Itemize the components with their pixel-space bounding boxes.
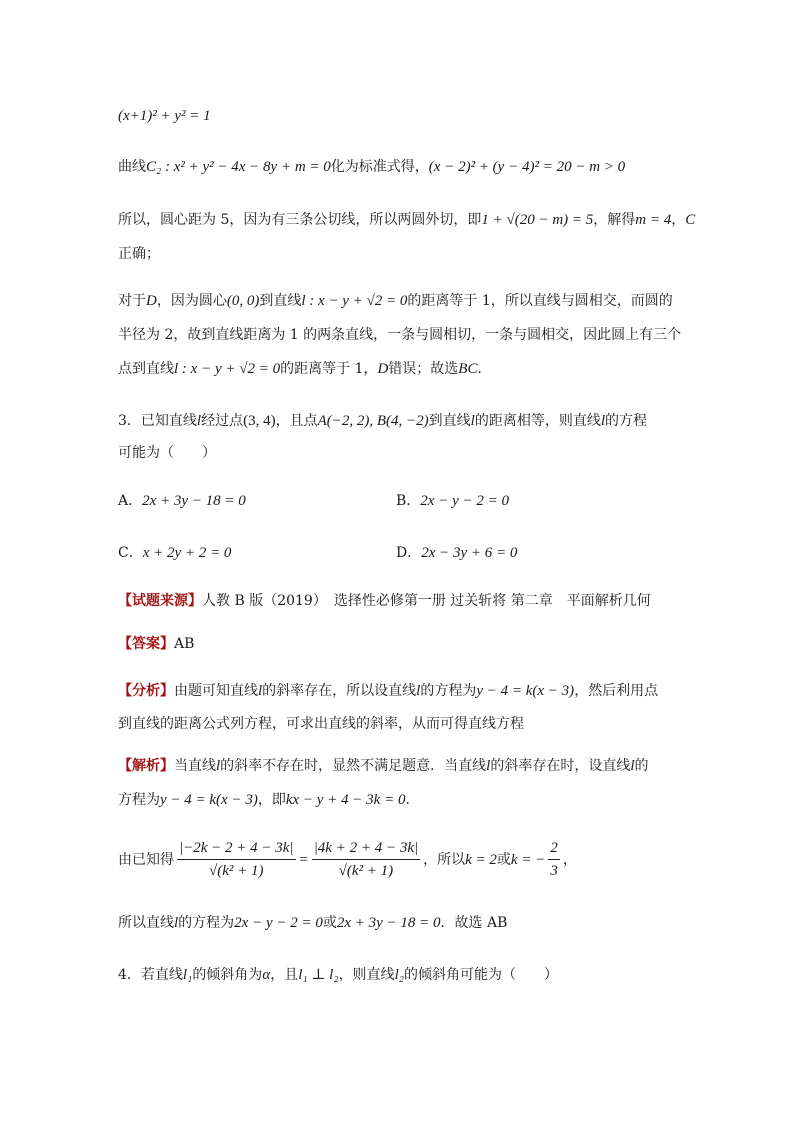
math-expr: l xyxy=(600,413,605,429)
math-expr: l xyxy=(196,413,202,429)
text: 4．若直线 xyxy=(118,967,183,983)
math-expr: x + 2y + 2 = 0 xyxy=(142,545,232,561)
text: ． xyxy=(405,792,420,808)
text: 或 xyxy=(496,851,511,868)
text: ． xyxy=(477,361,492,377)
math-expr: l xyxy=(216,758,221,774)
math-expr: 2x + 3y − 18 = 0 xyxy=(336,915,441,931)
math-expr: 2x + 3y − 18 = 0 xyxy=(142,493,246,509)
text: 的斜率存在，所以设直线 xyxy=(262,683,417,699)
text: 的斜率不存在时，显然不满足题意．当直线 xyxy=(220,758,487,774)
math-expr: C xyxy=(685,212,696,228)
text: ，且点 xyxy=(275,413,318,429)
text: ，所以 xyxy=(423,851,466,868)
math-expr: D xyxy=(146,293,157,309)
question-3-stem xyxy=(118,410,647,432)
fraction-numerator: |−2k − 2 + 4 − 3k| xyxy=(177,838,296,860)
math-expr: l xyxy=(416,683,421,699)
text: 正确； xyxy=(118,246,160,262)
fraction-two-thirds xyxy=(548,838,560,881)
text: ， xyxy=(671,212,686,228)
math-expr: l xyxy=(174,915,179,931)
text: 化为标准式得， xyxy=(330,159,429,175)
math-expr: 1 + √(20 − m) = 5 xyxy=(481,212,594,228)
math-expr: l : x − y + √2 = 0 xyxy=(174,361,281,377)
text: ，然后利用点 xyxy=(574,683,659,699)
option-c xyxy=(118,542,231,564)
math-expr: (3, 4) xyxy=(243,413,276,429)
analysis-line xyxy=(118,680,658,702)
solution-line-4 xyxy=(118,912,507,934)
paragraph-option-c-cont xyxy=(118,243,160,265)
math-expr: l₁ ⊥ l₂ xyxy=(298,967,339,983)
math-expr: α xyxy=(262,967,271,983)
math-expr: m = 4 xyxy=(635,212,672,228)
option-label: C． xyxy=(118,545,143,561)
math-expr: y − 4 = k(x − 3) xyxy=(160,792,258,808)
paragraph-c2-standard-form xyxy=(118,156,625,178)
text: 可能为（ ） xyxy=(118,445,216,461)
answer-tag: 【答案】 xyxy=(118,636,174,652)
text: 错误；故选 xyxy=(388,361,459,377)
text: 到直线 xyxy=(259,293,302,309)
math-expr: (0, 0) xyxy=(226,293,260,309)
math-expr: 2x − y − 2 = 0 xyxy=(234,915,323,931)
paragraph-option-d-line2 xyxy=(118,324,681,346)
solution-line-3 xyxy=(118,838,577,881)
analysis-line-2 xyxy=(118,713,524,735)
math-expr: 2x − y − 2 = 0 xyxy=(420,493,509,509)
paragraph-option-c xyxy=(118,209,695,231)
text: 的倾斜角为 xyxy=(192,967,263,983)
math-expr: 2x − 3y + 6 = 0 xyxy=(421,545,518,561)
text: 由已知得 xyxy=(118,851,174,868)
answer-line xyxy=(118,633,194,655)
text: 所以直线 xyxy=(118,915,174,931)
question-4-stem xyxy=(118,964,558,986)
equation-circle-c1 xyxy=(118,105,211,127)
source-line xyxy=(118,590,651,612)
text: 的方程 xyxy=(605,413,647,429)
fraction-denominator: √(k² + 1) xyxy=(338,863,394,879)
option-label: B． xyxy=(396,493,421,509)
math-expr: l xyxy=(470,413,475,429)
fraction-denominator: √(k² + 1) xyxy=(209,863,264,879)
math-expr: A(−2, 2), B(4, −2) xyxy=(317,413,429,429)
option-label: A． xyxy=(118,493,143,509)
text: ，且 xyxy=(270,967,299,983)
math-expr: l xyxy=(258,683,263,699)
text: 的距离等于 1，所以直线与圆相交，而圆的 xyxy=(407,293,673,309)
answer-text: AB xyxy=(174,636,195,652)
text: 由题可知直线 xyxy=(174,683,258,699)
text: 半径为 2，故到直线距离为 1 的两条直线，一条与圆相切，一条与圆相交，因此圆上有三个 xyxy=(118,327,682,343)
option-b xyxy=(396,490,509,512)
text: 当直线 xyxy=(174,758,216,774)
text: ，因为圆心 xyxy=(156,293,227,309)
paragraph-option-d-line3 xyxy=(118,358,491,380)
math-expr: (x − 2)² + (y − 4)² = 20 − m > 0 xyxy=(428,159,626,175)
text: 对于 xyxy=(118,293,146,309)
fraction-left xyxy=(177,838,296,881)
math-expr: kx − y + 4 − 3k = 0 xyxy=(285,792,406,808)
fraction-right xyxy=(312,838,420,881)
text: 的方程为 xyxy=(420,683,477,699)
text: 方程为 xyxy=(118,792,160,808)
fraction-numerator: |4k + 2 + 4 − 3k| xyxy=(312,838,420,860)
option-label: D． xyxy=(396,545,422,561)
text: 的倾斜角可能为（ ） xyxy=(403,967,558,983)
text: 到直线 xyxy=(428,413,471,429)
math-expr: (x+1)² + y² = 1 xyxy=(118,108,211,124)
source-tag: 【试题来源】 xyxy=(118,593,202,609)
math-expr: k = − xyxy=(510,851,546,868)
text: 的斜率存在时，设直线 xyxy=(490,758,631,774)
text: 点到直线 xyxy=(118,361,174,377)
text: 3．已知直线 xyxy=(118,413,197,429)
text: ，解得 xyxy=(593,212,636,228)
source-text: 人教 B 版（2019） 选择性必修第一册 过关斩将 第二章 平面解析几何 xyxy=(202,593,651,609)
text: 的方程为 xyxy=(178,915,235,931)
math-expr: l₁ xyxy=(182,967,193,983)
math-expr: BC xyxy=(458,361,478,377)
text: 经过点 xyxy=(201,413,244,429)
option-a xyxy=(118,490,246,512)
text: ．故选 AB xyxy=(440,915,508,931)
paragraph-option-d xyxy=(118,290,673,312)
math-expr: l xyxy=(486,758,491,774)
math-expr: l : x − y + √2 = 0 xyxy=(301,293,408,309)
text: 的距离相等，则直线 xyxy=(474,413,601,429)
text: 的距离等于 1， xyxy=(280,361,378,377)
solution-line xyxy=(118,755,649,777)
solution-tag: 【解析】 xyxy=(118,758,174,774)
text: 的 xyxy=(634,758,649,774)
text: ，即 xyxy=(257,792,286,808)
equals-sign: = xyxy=(298,851,309,868)
math-expr: k = 2 xyxy=(465,851,497,868)
text: 到直线的距离公式列方程，可求出直线的斜率，从而可得直线方程 xyxy=(118,716,524,732)
math-expr: D xyxy=(377,361,389,377)
fraction-numerator: 2 xyxy=(548,838,560,860)
math-expr: l xyxy=(630,758,635,774)
option-d xyxy=(396,542,517,564)
text: 或 xyxy=(322,915,337,931)
math-expr: C₂ : x² + y² − 4x − 8y + m = 0 xyxy=(146,159,331,175)
fraction-denominator: 3 xyxy=(550,863,558,879)
text: ， xyxy=(562,851,577,868)
text: ，则直线 xyxy=(338,967,395,983)
analysis-tag: 【分析】 xyxy=(118,683,174,699)
solution-line-2 xyxy=(118,789,419,811)
text: 曲线 xyxy=(118,159,146,175)
question-3-stem-cont xyxy=(118,442,216,464)
math-expr: y − 4 = k(x − 3) xyxy=(476,683,575,699)
text: 所以，圆心距为 5，因为有三条公切线，所以两圆外切，即 xyxy=(118,212,482,228)
math-expr: l₂ xyxy=(394,967,404,983)
